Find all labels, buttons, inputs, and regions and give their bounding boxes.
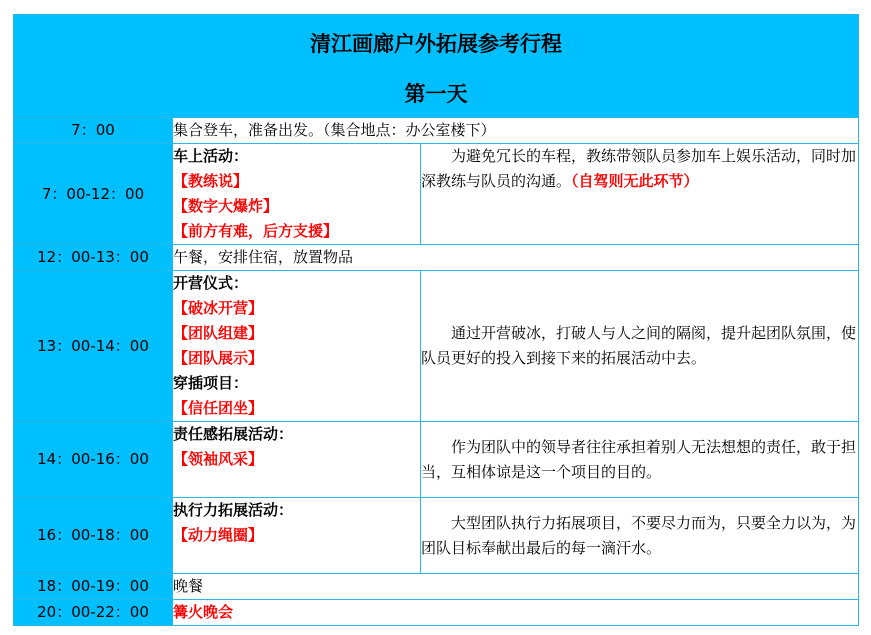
table-row — [14, 498, 859, 574]
title-cell — [14, 15, 859, 118]
table-row — [14, 245, 859, 271]
activity-heading: 责任感拓展活动： — [173, 425, 294, 443]
table-row — [14, 271, 859, 422]
activity-heading-secondary: 穿插项目： — [173, 374, 249, 392]
time-cell: 13：00-14：00 — [14, 271, 173, 422]
day-title: 第一天 — [404, 81, 468, 106]
activity-item: 【信任团坐】 — [173, 399, 264, 417]
activity-cell — [173, 144, 421, 245]
description-cell — [421, 498, 859, 574]
page-title: 清江画廊户外拓展参考行程 — [310, 31, 562, 56]
itinerary-table — [13, 14, 859, 626]
activity-cell — [173, 600, 859, 626]
activity-item: 【前方有难，后方支援】 — [173, 222, 339, 240]
activity-cell — [173, 271, 421, 422]
table-row — [14, 144, 859, 245]
table-row — [14, 574, 859, 600]
description-note: （自驾则无此环节） — [571, 172, 699, 190]
time-cell: 14：00-16：00 — [14, 422, 173, 498]
activity-item: 【教练说】 — [173, 172, 249, 190]
time-cell: 7：00 — [14, 118, 173, 144]
time-cell: 7：00-12：00 — [14, 144, 173, 245]
description-cell — [421, 144, 859, 245]
activity-cell — [173, 422, 421, 498]
activity-heading: 开营仪式： — [173, 274, 249, 292]
activity-highlight: 篝火晚会 — [173, 603, 234, 621]
description-cell — [421, 422, 859, 498]
activity-cell: 集合登车，准备出发。（集合地点：办公室楼下） — [173, 118, 859, 144]
time-cell: 18：00-19：00 — [14, 574, 173, 600]
time-cell: 16：00-18：00 — [14, 498, 173, 574]
description-cell — [421, 271, 859, 422]
time-cell: 12：00-13：00 — [14, 245, 173, 271]
description-text: 通过开营破冰，打破人与人之间的隔阂，提升起团队氛围，使队员更好的投入到接下来的拓展活动中去。 — [421, 324, 857, 367]
activity-cell — [173, 498, 421, 574]
activity-item: 【动力绳圈】 — [173, 526, 264, 544]
activity-item: 【数字大爆炸】 — [173, 197, 279, 215]
time-cell: 20：00-22：00 — [14, 600, 173, 626]
description-text: 大型团队执行力拓展项目，不要尽力而为，只要全力以为，为团队目标奉献出最后的每一滴汗水。 — [421, 513, 857, 557]
table-row — [14, 422, 859, 498]
itinerary-page — [13, 14, 858, 626]
activity-item: 【团队展示】 — [173, 349, 264, 367]
description-text: 为避免冗长的车程，教练带领队员参加车上娱乐活动，同时加深教练与队员的沟通。 — [421, 147, 857, 190]
table-row — [14, 600, 859, 626]
activity-item: 【破冰开营】 — [173, 299, 264, 317]
activity-cell: 午餐，安排住宿，放置物品 — [173, 245, 859, 271]
table-row — [14, 118, 859, 144]
title-row — [14, 15, 859, 118]
activity-item: 【领袖风采】 — [173, 450, 264, 468]
activity-cell: 晚餐 — [173, 574, 859, 600]
description-text: 作为团队中的领导者往往承担着别人无法想想的责任，敢于担当，互相体谅是这一个项目的目的。 — [421, 437, 857, 481]
activity-item: 【团队组建】 — [173, 324, 264, 342]
activity-heading: 车上活动： — [173, 147, 249, 165]
activity-heading: 执行力拓展活动： — [173, 501, 294, 519]
